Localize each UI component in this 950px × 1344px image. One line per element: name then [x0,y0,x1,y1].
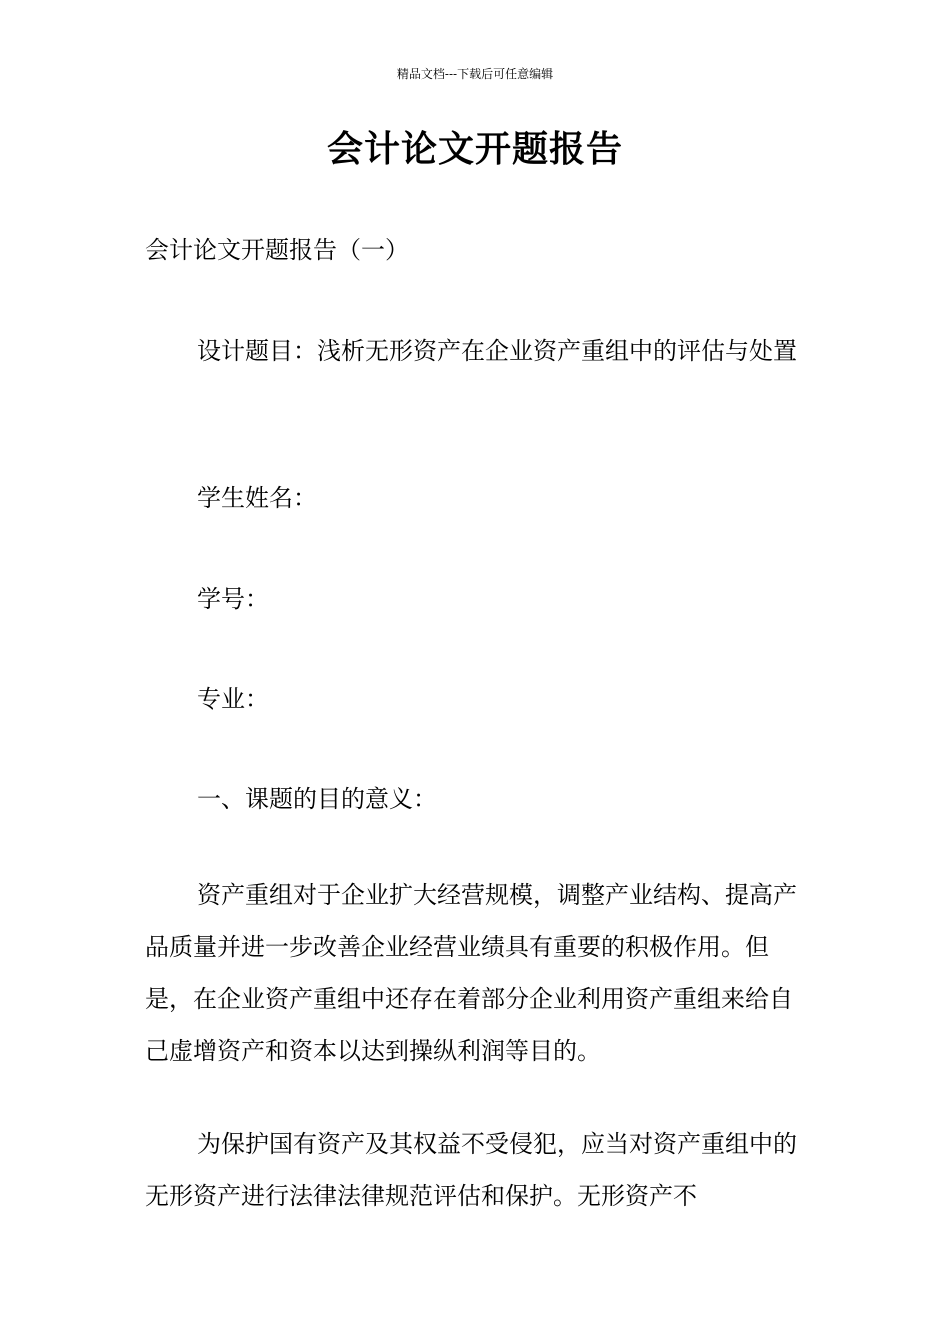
body-paragraph-1: 资产重组对于企业扩大经营规模，调整产业结构、提高产品质量并进一步改善企业经营业绩具有重要的积极作用。但是，在企业资产重组中还存在着部分企业利用资产重组来给自己虚增资产和资本以达到操纵利润等目的。 [145,881,797,1065]
section-heading: 一、课题的目的意义： [197,785,437,813]
document-title: 会计论文开题报告 [326,129,623,170]
header-note: 精品文档---下载后可任意编辑 [396,67,554,81]
student-id-field: 学号： [197,585,269,613]
major-field: 专业： [197,685,269,713]
design-topic-field: 设计题目：浅析无形资产在企业资产重组中的评估与处置 [197,337,797,365]
student-name-field: 学生姓名： [197,484,317,512]
section-subtitle: 会计论文开题报告（一） [145,236,409,264]
body-paragraph-2: 为保护国有资产及其权益不受侵犯，应当对资产重组中的无形资产进行法律法律规范评估和保护。无形资产不 [145,1130,797,1210]
